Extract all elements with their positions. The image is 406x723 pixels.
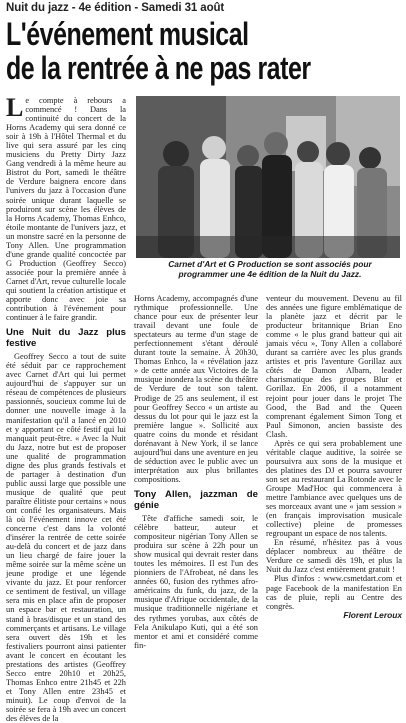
column-3-paragraph-1: venteur du mouvement. Devenu au fil des années une figure emblématique de la planète jazz et décrit par le producteur britannique Brian Eno comme « le plus grand batteur qui ait jamais vécu », Tony Allen a collaboré durant sa carrière avec les plus grands artistes et pris l'aventure Gorillaz aux côtés de Damon Albarn, leader charismatique des groupes Blur et Gorillaz. En 2006, il a notamment rejoint pour jouer dans le projet The Good, the Bad and the Queen comprenant également Simon Tong et Paul Simonon, ancien bassiste des Clash. [266,294,402,439]
column-3-paragraph-3: En résumé, n'hésitez pas à vous déplacer nombreux au théâtre de Verdure ce samedi dès 19h, et plus la Nuit du Jazz c'est entièrement gratuit ! [266,538,402,575]
photo-caption: Carnet d'Art et G Production se sont associés pour programmer une 4e édition de la Nuit du Jazz. [168,259,372,279]
article-kicker: Nuit du jazz - 4e édition - Samedi 31 août [6,2,225,14]
subhead-tony-allen: Tony Allen, jazzman de génie [134,488,258,511]
festive-paragraph: Geoffrey Secco a tout de suite été séduit par ce rapprochement avec Carnet d'Art qui lui permet aujourd'hui de s'appuyer sur un réseau de compétences de plusieurs passionnés, soucieux comme lui de donner une nouvelle image à la manifestation qu'il a lancé en 2010 et y apportant ce côté festif qui lui manquait peut-être. « Avec la Nuit du Jazz, notre but est de proposer une qualité de programmation digne des plus grands festivals et de partager à destination d'un public aussi large que possible une musique de qualité que peut paraître élitiste pour certains » nous ont confié les organisateurs. Mais là où l'événement innove cet été concerne c'est dans la volonté d'insérer la rentrée de cette soirée au-delà du concert et de jazz dans un lieu chargé de faire jouer la même soirée sur la même scène un jeune prodige et une légende vivante du jazz. Et pour renforcer ce sentiment de festival, un village sera mis en place afin de proposer un espace bar et restauration, un stand à bras/disque et un stand des commerçants et artisans. Le village sera ouvert dès 19h et les festivaliers pourront ainsi patienter avant le concert en écoutant les prestations des artistes (Geoffrey Secco entre 20h10 et 20h25, Thomas Enhco entre 21h45 et 22h et Tony Allen entre 23h45 et minuit). Le coup d'envoi de la soirée se fera à 19h avec un concert des élèves de la [6,352,126,723]
photo-illustration [136,96,400,258]
column-3 [266,294,402,620]
column-2-top-paragraph: Horns Academy, accompagnés d'une rythmique professionnelle. Une chance pour eux de présenter leur travail devant une foule de spectateurs au terme d'un stage de perfectionnement s'étant déroulé durant toute la semaine. À 20h30, Thomas Enhco, la « révélation jazz » de cette année aux Victoires de la musique inondera la scène du théâtre de Verdure de tout son talent. Prodige de 25 ans seulement, il est pour Geoffrey Secco « un artiste au dessus du lot pour qui le jazz est la première langue ». Sollicité aux quatre coins du monde et résidant dorénavant à New York, il se lance aujourd'hui dans une aventure en jeu de séduction avec le public avec un interprétation aux plus brillantes compositions. [134,294,258,484]
subhead-festive: Une Nuit du Jazz plus festive [6,327,126,350]
author-signature: Florent Leroux [343,609,402,620]
concert-photo [136,96,400,258]
column-1 [6,93,126,723]
headline-line-2: de la rentrée à ne pas rater [6,50,311,86]
article-headline [6,17,314,85]
intro-paragraph: e compte à rebours a commencé ! Dans la continuité du concert de la Horns Academy qui sera donné ce soir à 19h à l'Hôtel Thermal et du live qui sera assuré par les cinq musiciens du Pretty Dirty Jazz Gang vendredi à la même heure au Bistrot du Port, samedi le théâtre de Verdure baignera encore dans l'univers du jazz à l'occasion d'une soirée unique durant laquelle se produiront sur scène les élèves de la Horns Academy, Thomas Enhco, étoile montante de l'univers jazz, et un monstre sacré en la personne de Tony Allen. Une programmation d'une grande qualité concoctée par G Production (Geoffrey Secco) associée pour la première année à Carnet d'Art, revue culturelle locale qui soutient la création artistique et apporte donc avec joie sa contribution à l'événement pour continuer à le faire grandir. [6,96,126,323]
info-paragraph: Plus d'infos : www.csmetdart.com et page Facebook de la manifestation En cas de pluie, repli au Centre des congrès. [266,574,402,611]
drop-cap: L [6,93,24,122]
headline-line-1: L'événement musical [6,16,249,52]
column-2 [134,294,258,650]
tony-allen-paragraph: Tête d'affiche samedi soir, le célèbre batteur, auteur et compositeur nigérian Tony Allen se produira sur scène à 22h pour un show musical qui devrait rester dans toutes les mémoires. Il est l'un des pionniers de l'Afrobeat, né dans les années 60, fusion des rythmes afro-américains du funk, du jazz, de la musique d'Afrique occidentale, de la musique traditionnelle nigériane et des rythmes yorubas, aux côtés de Fela Anikulapo Kuti, qui a été son mentor et ami et considéré comme fin- [134,513,258,650]
column-3-paragraph-2: Après ce qui sera probablement une véritable claque auditive, la soirée se poursuivra aux sons de la musique et des platines des DJ et pourra savourer son set au restaurant La Rotonde avec le Groupe Mad'Hoc qui commencera à mettre l'ambiance avec quelques uns de ses morceaux avant une « jam session » (en français improvisation musicale collective) pleine de promesses regroupant un espace de nos talents. [266,438,402,539]
